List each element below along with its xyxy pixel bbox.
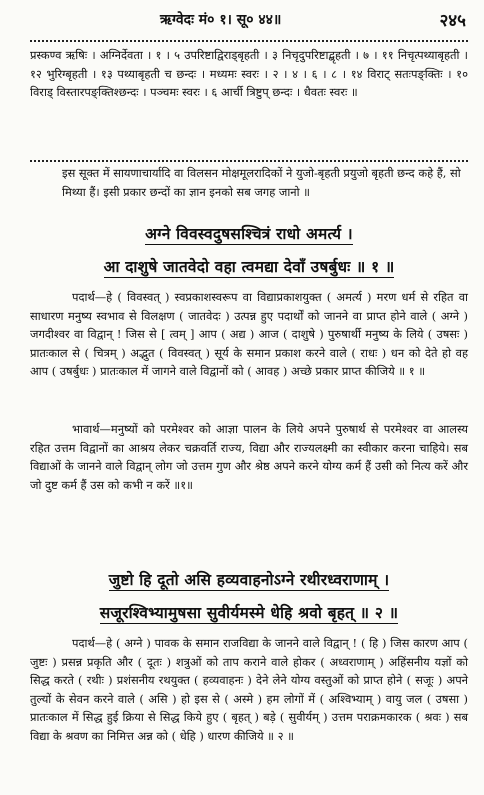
- mantra-1-line-1: अग्ने विवस्वदुषसश्चित्रं राधो अमर्त्य ।: [145, 224, 353, 243]
- section-divider: [30, 160, 468, 162]
- padartha-1-paragraph: पदार्थ—हे ( विवस्वत् ) स्वप्रकाशस्वरूप वा विद्याप्रकाशयुक्त ( अमर्त्य ) मरण धर्म से रहित वा साधारण मनुष्य स्वभाव से विलक्षण ( जातवेदः ) उत्पन्न हुए पदार्थों को जानने वा प्राप्त होने वाले ( अग्ने ) जगदीश्वर वा विद्वान् ! जिस से [ त्वम् ] आप ( अद्य ) आज ( दाशुषे ) पुरुषार्थी मनुष्य के लिये ( उषसः ) प्रातःकाल से ( चित्रम् ) अद्भुत ( विवस्वत् ) सूर्य के समान प्रकाश करने वाले ( राधः ) धन को देते हो वह आप ( उषर्बुधः ) प्रातःकाल में जागने वाले विद्वानों को ( आवह ) अच्छे प्रकार प्राप्त कीजिये ॥ १ ॥: [30, 290, 468, 379]
- page-header: [0, 4, 484, 34]
- mantra-2-line-2: सजूरश्विभ्यामुषसा सुवीर्यमस्मे धेहि श्रवो बृहत् ॥ २ ॥: [99, 603, 399, 622]
- mantra-2-line-1: जुष्टो हि दूतो असि हव्यवाहनोऽग्ने रथीरध्वराणाम् ।: [108, 570, 390, 589]
- prastava-paragraph: प्रस्कण्व ऋषिः । अग्निर्देवता । १ । ५ उपरिष्टाद्विराड्बृहती । ३ निचृदुपरिष्टाद्बृहती । ७ । ११ निचृत्पथ्याबृहती । १२ भुरिग्बृहती । १३ पथ्याबृहती च छन्दः । मध्यमः स्वरः । २ । ४ । ६ । ८ । १४ विराट् सतःपङ्क्तिः । १० विराड् विस्तारपङ्क्तिश्छन्दः । पञ्चमः स्वरः । ६ आर्ची त्रिष्टुप् छन्दः । धैवतः स्वरः ॥: [30, 48, 468, 100]
- running-title: ऋग्वेदः मं० १। सू० ४४॥: [160, 12, 282, 28]
- page-number: २४५: [439, 11, 466, 31]
- mantra-1-line-2: आ दाशुषे जातवेदो वहा त्वमद्या देवाँ उषर्बुधः ॥ १ ॥: [103, 257, 395, 276]
- padartha-2-paragraph: पदार्थ—हे ( अग्ने ) पावक के समान राजविद्या के जानने वाले विद्वान् ! ( हि ) जिस कारण आप ( जुष्टः ) प्रसन्न प्रकृति और ( दूतः ) शत्रुओं को ताप कराने वाले होकर ( अध्वराणाम् ) अहिंसनीय यज्ञों को सिद्ध करते ( रथीः ) प्रशंसनीय रथयुक्त ( हव्यवाहनः ) देने लेने योग्य वस्तुओं को प्राप्त होने ( सजूः ) अपने तुल्यों के सेवन करने वाले ( असि ) हो इस से ( अस्मे ) हम लोगों में ( अश्विभ्याम् ) वायु जल ( उषसा ) प्रातःकाल में सिद्ध हुई क्रिया से सिद्ध किये हुए ( बृहत् ) बड़े ( सुवीर्यम् ) उत्तम पराक्रमकारक ( श्रवः ) सब विद्या के श्रवण का निमित्त अन्न को ( धेहि ) धारण कीजिये ॥ २ ॥: [30, 636, 468, 743]
- intro-paragraph: इस सूक्त में सायणाचार्यादि वा विलसन मोक्षमूलरादिकों ने युजो-बृहती प्रयुजो बृहती छन्द कहे हैं, सो मिथ्या हैं। इसी प्रकार छन्दों का ज्ञान इनको सब जगह जानो ॥: [62, 166, 461, 199]
- bhavartha-1-paragraph: भावार्थ—मनुष्यों को परमेश्वर को आज्ञा पालन के लिये अपने पुरुषार्थ से परमेश्वर वा आलस्य रहित उत्तम विद्वानों का आश्रय लेकर चक्रवर्ति राज्य, विद्या और राज्यलक्ष्मी का स्वीकार करना चाहिये। सब विद्याओं के जानने वाले विद्वान् लोग जो उत्तम गुण और श्रेष्ठ अपने करने योग्य कर्म हैं उसी को नित्य करें और जो दुष्ट कर्म हैं उस को कभी न करें ॥१॥: [30, 422, 468, 492]
- header-divider: [30, 40, 468, 42]
